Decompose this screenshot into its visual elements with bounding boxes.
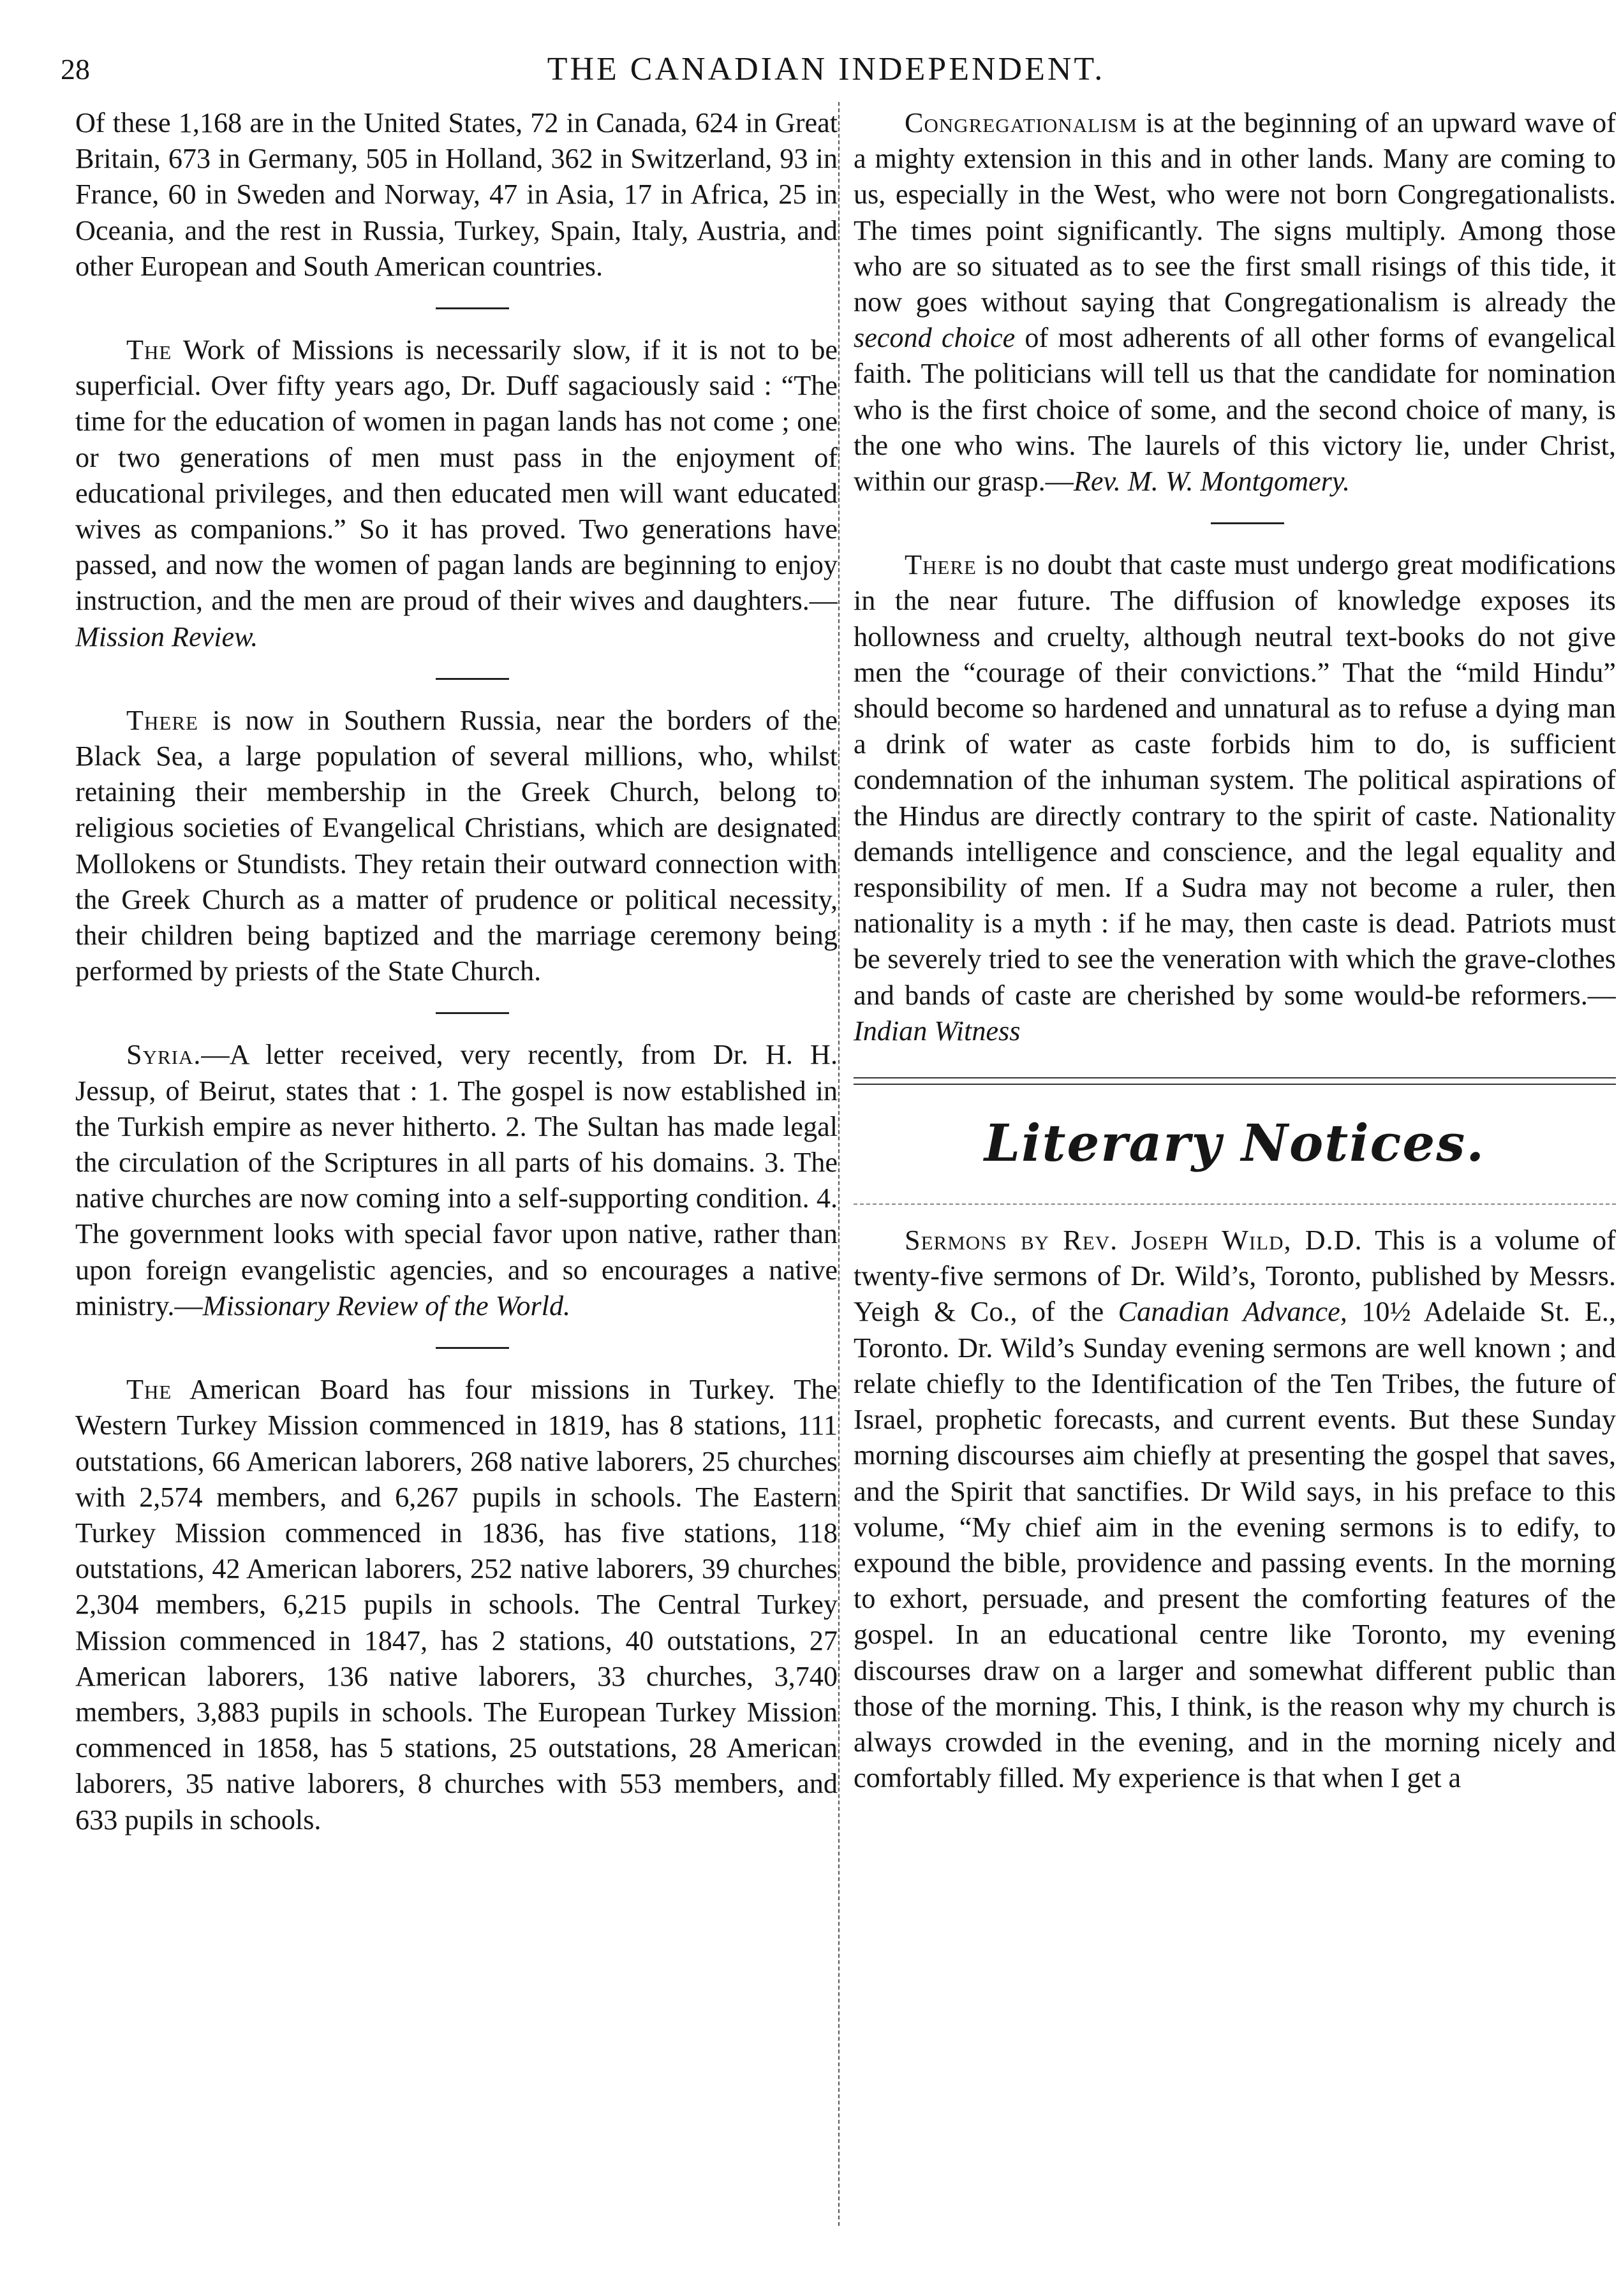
lead-words: The	[126, 334, 172, 366]
emphasis-text: Canadian Advance,	[1118, 1296, 1347, 1328]
source-citation: Indian Witness	[854, 1015, 1021, 1047]
paragraph-text: is no doubt that caste must undergo great modifications in the near future. The diffusion of knowledge exposes its hollowness and cruelty, although neutral text-books do not give men the “courage of their convictions.” That the “mild Hindu” should become so hardened and unnatural as to refuse a dying man a drink of water as caste forbids him to do, is sufficient condemnation of the inhuman system. The political aspirations of the Hindus are directly contrary to the spirit of caste. Nationality demands intelligence and conscience, and the legal equality and responsibility of men. If a Sudra may not become a ruler, then nationality is a myth : if he may, then caste is dead. Patriots must be severely tried to see the veneration with which the grave-clothes and bands of caste are cherished by some would-be reformers.—	[854, 549, 1616, 1011]
emphasis-text: second choice	[854, 322, 1016, 354]
section-rule	[854, 1077, 1616, 1078]
paragraph-text: is now in Southern Russia, near the borders of the Black Sea, a large population of several millions, who, whilst retaining their membership in the Greek Church, belong to religious societies of Evangelical Christians, which are designated Mollokens or Stundists. They retain their outward connection with the Greek Church as a matter of prudence or political necessity, their children being baptized and the marriage ceremony being performed by priests of the State Church.	[75, 704, 838, 987]
lead-words: There	[905, 549, 977, 581]
paragraph-text: Of these 1,168 are in the United States, 72 in Canada, 624 in Great Britain, 673 in Germany, 505 in Holland, 362 in Switzerland, 93 in France, 60 in Sweden and Norway, 47 in Asia, 17 in Africa, 25 in Oceania, and the rest in Russia, Turkey, Spain, Italy, Austria, and other European and South American countries.	[75, 107, 838, 282]
journal-title: THE CANADIAN INDEPENDENT.	[547, 51, 1106, 87]
paragraph-work-of-missions	[75, 332, 838, 655]
paragraph-caste	[854, 547, 1616, 1049]
left-column	[75, 105, 838, 2267]
paragraph-text: This is a volume of twenty-five sermons of Dr. Wild’s, Toronto, published by Messrs. Yeigh & Co., of the	[854, 1225, 1616, 1328]
lead-words: Congregationalism	[905, 107, 1138, 138]
paragraph-sermons-review	[854, 1223, 1616, 1796]
paragraph-text: American Board has four missions in Turkey. The Western Turkey Mission commenced in 1819, has 8 stations, 111 outstations, 66 American laborers, 268 native laborers, 25 churches with 2,574 members, and 6,267 pupils in schools. The Eastern Turkey Mission commenced in 1836, has five stations, 118 outstations, 42 American laborers, 252 native laborers, 39 churches 2,304 members, 6,215 pupils in schools. The Central Turkey Mission commenced in 1847, has 2 stations, 40 outstations, 27 American laborers, 136 native laborers, 33 churches, 3,740 members, 3,883 pupils in schools. The European Turkey Mission commenced in 1858, has 5 stations, 25 outstations, 28 American laborers, 35 native laborers, 8 churches with 553 members, and 633 pupils in schools.	[75, 1374, 838, 1836]
paragraph-text: —A letter received, very recently, from Dr. H. H. Jessup, of Beirut, states that : 1. The gospel is now established in the Turkish empire as never hitherto. 2. The Sultan has made legal the circulation of the Scriptures in all parts of his domains. 3. The native churches are now coming into a self-supporting condition. 4. The government looks with special favor upon native, rather than upon foreign evangelistic agencies, and so encourages a native ministry.—	[75, 1039, 838, 1321]
lead-words: Syria.	[126, 1039, 202, 1071]
paragraph-syria	[75, 1037, 838, 1324]
separator-rule	[436, 678, 509, 680]
separator-rule	[436, 1012, 509, 1014]
separator-rule	[1211, 522, 1284, 524]
paragraph-text: Work of Missions is necessarily slow, if it is not to be superficial. Over fifty years ago, Dr. Duff sagaciously said : “The time for the education of women in pagan lands has not come ; one or two generations of men must pass in the enjoyment of educational privileges, and then educated men will want educated wives as companions.” So it has proved. Two generations have passed, and now the women of pagan lands are beginning to enjoy instruction, and the men are proud of their wives and daughters.—	[75, 334, 838, 617]
paragraph-american-board	[75, 1372, 838, 1838]
right-column	[854, 105, 1616, 2267]
separator-rule	[436, 307, 509, 309]
paragraph-text: of most adherents of all other forms of evangelical faith. The politicians will tell us that the candidate for nomination who is the first choice of some, and the second choice of many, is the one who wins. The laurels of this victory lie, under Christ, within our grasp.—	[854, 322, 1616, 497]
column-divider	[838, 102, 840, 2226]
lead-words: There	[126, 704, 198, 736]
running-head	[61, 47, 1592, 92]
source-citation: Mission Review.	[75, 621, 258, 652]
lead-words: Sermons by Rev. Joseph Wild, D.D.	[905, 1225, 1363, 1256]
paragraph-southern-russia	[75, 703, 838, 990]
source-citation: Rev. M. W. Montgomery.	[1073, 466, 1351, 497]
lead-words: The	[126, 1374, 172, 1406]
section-rule	[854, 1084, 1616, 1085]
paragraph-text: 10½ Adelaide St. E., Toronto. Dr. Wild’s Sunday evening sermons are well known ; and relate chiefly to the Identification of the Ten Tribes, the future of Israel, prophetic forecasts, and current events. But these Sunday morning discourses aim chiefly at presenting the gospel that saves, and the Spirit that sanctifies. Dr Wild says, in his preface to this volume, “My chief aim in the evening sermons is to edify, to expound the bible, providence and passing events. In the morning to exhort, persuade, and present the comforting features of the gospel. In an educational centre like Toronto, my evening discourses draw on a larger and somewhat different public than those of the morning. This, I think, is the reason why my church is always crowded in the evening, and in the morning nicely and comfortably filled. My experience is that when I get a	[854, 1296, 1616, 1794]
paragraph-mission-statistics	[75, 105, 838, 284]
paragraph-congregationalism	[854, 105, 1616, 499]
section-heading: Literary Notices.	[984, 1113, 1486, 1174]
source-citation: Missionary Review of the World.	[202, 1290, 571, 1321]
separator-rule	[436, 1347, 509, 1349]
page-number: 28	[61, 53, 90, 85]
paragraph-text: is at the beginning of an upward wave of a mighty extension in this and in other lands. Many are coming to us, especially in the West, who were not born Congregationalists. The times point significantly. The signs multiply. Among those who are so situated as to see the first small risings of this tide, it now goes without saying that Congregationalism is already the	[854, 107, 1616, 318]
dotted-rule	[854, 1203, 1616, 1205]
